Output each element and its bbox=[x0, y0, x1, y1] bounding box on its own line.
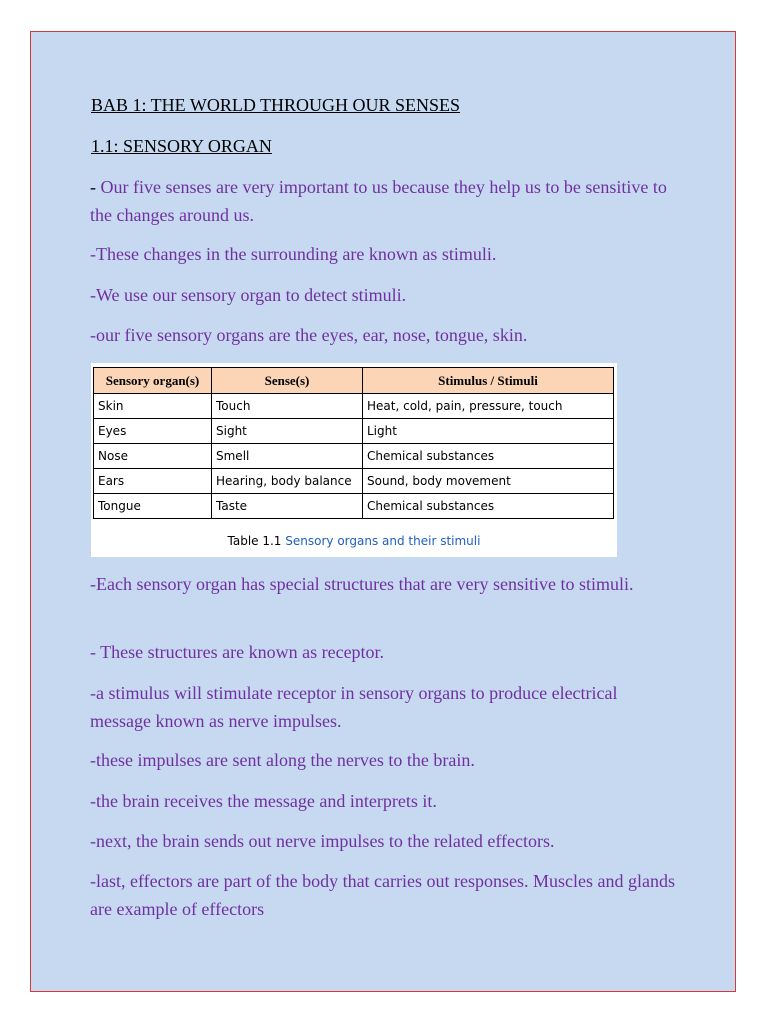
table-cell: Sight bbox=[212, 419, 363, 444]
sensory-table-figure bbox=[91, 363, 617, 557]
table-header-organ: Sensory organ(s) bbox=[94, 368, 212, 394]
table-cell: Tongue bbox=[94, 494, 212, 519]
table-cell: Hearing, body balance bbox=[212, 469, 363, 494]
table-row bbox=[94, 419, 614, 444]
paragraph-nerve-impulses: -a stimulus will stimulate receptor in sensory organs to produce electrical message known as nerve impulses. bbox=[90, 683, 618, 731]
table-header-row bbox=[94, 368, 614, 394]
document-page bbox=[30, 31, 736, 992]
section-title: 1.1: SENSORY ORGAN bbox=[91, 136, 272, 156]
table-cell: Heat, cold, pain, pressure, touch bbox=[363, 394, 614, 419]
table-cell: Smell bbox=[212, 444, 363, 469]
intro-text: Our five senses are very important to us because they help us to be sensitive to the changes around us. bbox=[90, 177, 667, 225]
table-cell: Sound, body movement bbox=[363, 469, 614, 494]
table-cell: Chemical substances bbox=[363, 444, 614, 469]
table-cell: Chemical substances bbox=[363, 494, 614, 519]
paragraph-to-brain: -these impulses are sent along the nerves to the brain. bbox=[90, 750, 475, 770]
table-cell: Touch bbox=[212, 394, 363, 419]
table-cell: Eyes bbox=[94, 419, 212, 444]
table-cell: Skin bbox=[94, 394, 212, 419]
paragraph-special-structures: -Each sensory organ has special structures that are very sensitive to stimuli. bbox=[90, 574, 634, 594]
table-cell: Taste bbox=[212, 494, 363, 519]
chapter-title: BAB 1: THE WORLD THROUGH OUR SENSES bbox=[91, 95, 461, 115]
table-row bbox=[94, 469, 614, 494]
table-header-sense: Sense(s) bbox=[212, 368, 363, 394]
sensory-organs-table bbox=[93, 367, 614, 519]
caption-text: Sensory organs and their stimuli bbox=[285, 534, 481, 548]
paragraph-five-organs: -our five sensory organs are the eyes, ear, nose, tongue, skin. bbox=[90, 325, 528, 345]
paragraph-detect: -We use our sensory organ to detect stimuli. bbox=[90, 285, 407, 305]
paragraph-receptor: - These structures are known as receptor. bbox=[90, 642, 385, 662]
table-row bbox=[94, 444, 614, 469]
table-row bbox=[94, 494, 614, 519]
paragraph-effectors: -next, the brain sends out nerve impulses to the related effectors. bbox=[90, 831, 555, 851]
table-cell: Light bbox=[363, 419, 614, 444]
paragraph-stimuli: -These changes in the surrounding are known as stimuli. bbox=[90, 244, 497, 264]
table-caption bbox=[91, 534, 617, 548]
table-header-stimulus: Stimulus / Stimuli bbox=[363, 368, 614, 394]
paragraph-brain-interprets: -the brain receives the message and interprets it. bbox=[90, 791, 437, 811]
intro-dash: - bbox=[90, 177, 96, 197]
paragraph-responses: -last, effectors are part of the body that carries out responses. Muscles and glands are example of effectors bbox=[90, 871, 675, 919]
table-cell: Nose bbox=[94, 444, 212, 469]
intro-paragraph bbox=[90, 173, 680, 229]
table-row bbox=[94, 394, 614, 419]
caption-label: Table 1.1 bbox=[227, 534, 282, 548]
table-cell: Ears bbox=[94, 469, 212, 494]
